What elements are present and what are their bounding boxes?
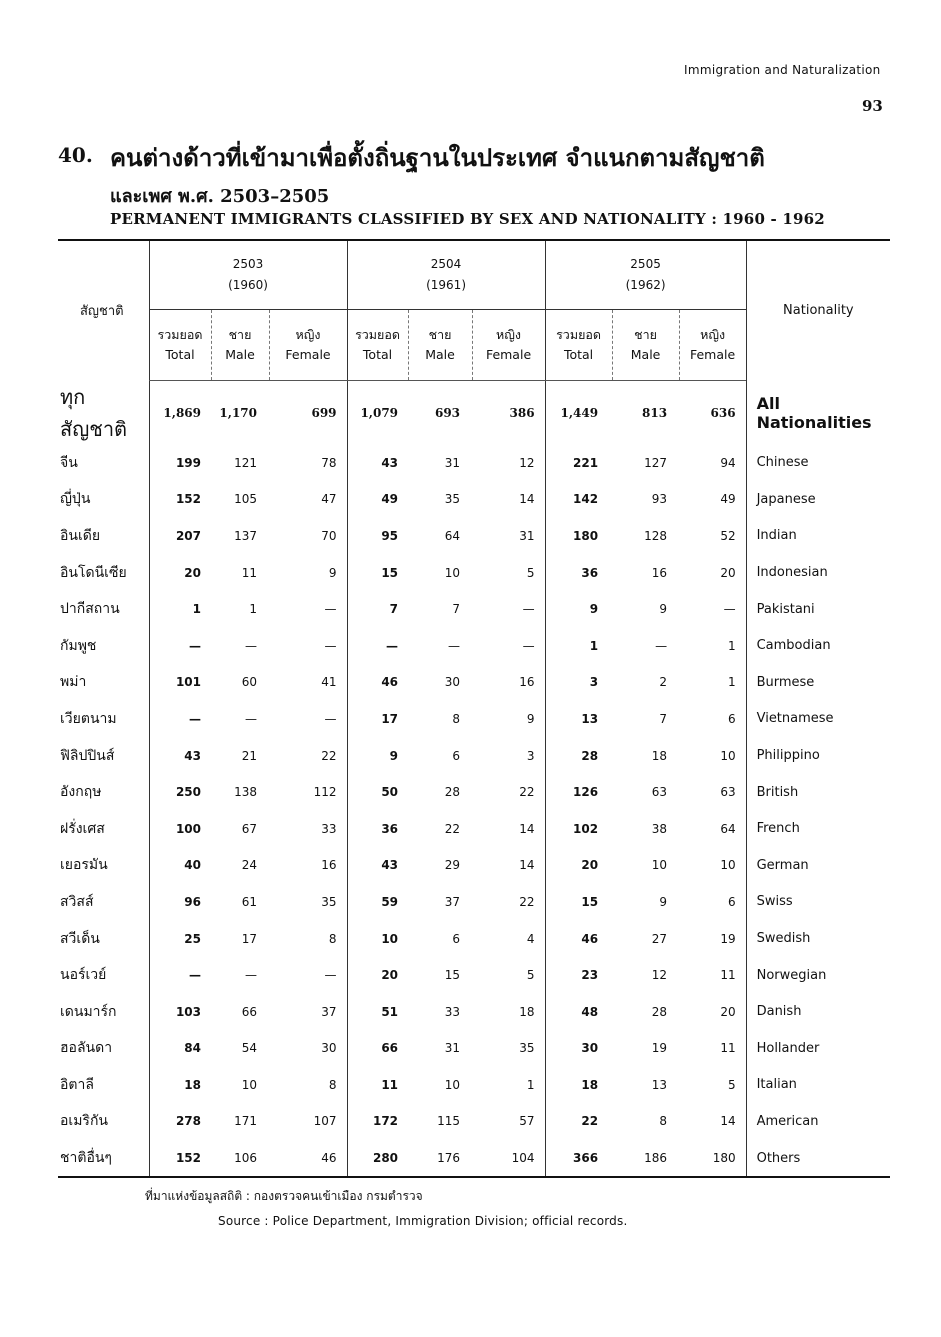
cell-male-2505: 18 [651, 748, 668, 763]
cell-female-2505: 11 [720, 968, 736, 983]
nationality-english: French [746, 810, 890, 847]
source-english: Source : Police Department, Immigration Division; official records. [218, 1214, 628, 1228]
cell-female-2505: 11 [720, 1041, 736, 1056]
header-male-en: Male [425, 347, 455, 362]
cell-total-2505: 30 [545, 1030, 612, 1067]
cell-female-2504: 104 [472, 1140, 545, 1178]
cell-total-2505: 102 [545, 810, 612, 847]
nationality-thai: กัมพูช [60, 637, 97, 654]
cell-total-2504: 280 [347, 1140, 408, 1178]
cell-total-2505: 9 [545, 591, 612, 628]
cell-female-2503: 22 [321, 748, 337, 763]
cell-total-2505: 180 [545, 518, 612, 555]
nationality-thai: สวิสส์ [60, 893, 94, 910]
header-total-th: รวมยอด [556, 327, 602, 342]
cell-total-2503: 43 [149, 737, 211, 774]
nationality-english: Vietnamese [746, 701, 890, 738]
cell-male-2503: 105 [234, 492, 257, 507]
cell-female-2503: — [324, 602, 337, 617]
header-female-th: หญิง [496, 327, 522, 342]
cell-female-2505: 636 [710, 405, 736, 420]
cell-total-2505: 366 [545, 1140, 612, 1178]
title-english: PERMANENT IMMIGRANTS CLASSIFIED BY SEX AND NATIONALITY : 1960 - 1962 [110, 210, 825, 228]
cell-total-2503: 152 [149, 1140, 211, 1178]
cell-total-2504: 10 [347, 920, 408, 957]
cell-total-2503: 96 [149, 884, 211, 921]
cell-total-2503: 20 [149, 554, 211, 591]
cell-female-2504: 22 [519, 785, 535, 800]
cell-female-2504: 31 [519, 528, 535, 543]
year-be: 2505 [630, 257, 661, 271]
cell-female-2504: 5 [526, 968, 535, 983]
cell-total-2504: 20 [347, 957, 408, 994]
cell-male-2504: 115 [437, 1114, 461, 1129]
cell-male-2503: 66 [241, 1004, 257, 1019]
cell-female-2504: 386 [509, 405, 535, 420]
cell-female-2503: 30 [321, 1041, 337, 1056]
nationality-thai: อังกฤษ [60, 784, 102, 801]
header-male-en: Male [630, 347, 661, 362]
cell-male-2504: 8 [452, 711, 461, 726]
cell-total-2503: 199 [149, 445, 211, 482]
nationality-english: Swiss [746, 884, 890, 921]
cell-male-2505: 7 [659, 711, 668, 726]
cell-male-2503: 67 [241, 821, 257, 836]
table-row [58, 920, 890, 957]
cell-female-2505: 52 [720, 528, 736, 543]
cell-male-2504: 6 [452, 931, 461, 946]
header-female-th: หญิง [295, 327, 321, 342]
nationality-english: Chinese [746, 445, 890, 482]
header-total-2504 [347, 310, 408, 381]
header-total-en: Total [563, 347, 594, 362]
cell-total-2503: 103 [149, 993, 211, 1030]
cell-female-2504: 14 [519, 821, 535, 836]
cell-total-2503: 152 [149, 481, 211, 518]
nationality-english: Italian [746, 1067, 890, 1104]
year-ce: (1961) [426, 278, 466, 292]
header-male-2503 [211, 310, 269, 381]
cell-male-2503: 17 [241, 931, 257, 946]
nationality-thai: เยอรมัน [60, 857, 108, 874]
cell-male-2505: 12 [651, 968, 668, 983]
cell-total-2503: 100 [149, 810, 211, 847]
cell-male-2503: — [245, 711, 257, 726]
table-row [58, 1030, 890, 1067]
cell-female-2503: 78 [321, 455, 337, 470]
cell-total-2504: 43 [347, 847, 408, 884]
cell-female-2503: 107 [313, 1114, 337, 1129]
cell-male-2504: 37 [444, 894, 461, 909]
header-female-2503 [269, 310, 347, 381]
header-year-1962 [545, 240, 746, 310]
header-female-en: Female [285, 347, 331, 362]
cell-male-2504: 64 [444, 528, 461, 543]
cell-total-2503: 25 [149, 920, 211, 957]
year-be: 2504 [430, 257, 462, 271]
cell-male-2504: 693 [434, 405, 461, 420]
nationality-thai: ฝรั่งเศส [60, 820, 105, 837]
cell-total-2505: 18 [545, 1067, 612, 1104]
cell-total-2505: 28 [545, 737, 612, 774]
title-thai-line1: คนต่างด้าวที่เข้ามาเพื่อตั้งถิ่นฐานในประเทศ จำแนกตามสัญชาติ [110, 143, 765, 172]
cell-female-2504: 9 [526, 711, 535, 726]
nationality-thai: ชาติอื่นๆ [58, 1140, 149, 1178]
cell-male-2503: 10 [241, 1077, 257, 1092]
header-nationality-th: สัญชาติ [58, 240, 149, 381]
cell-total-2505: 221 [545, 445, 612, 482]
nationality-english: Philippino [746, 737, 890, 774]
cell-male-2503: 171 [234, 1114, 257, 1129]
nationality-thai: จีน [60, 454, 78, 471]
cell-total-2504: 43 [347, 445, 408, 482]
header-female-en: Female [485, 347, 532, 362]
nationality-thai: เดนมาร์ก [60, 1003, 117, 1020]
header-male-th: ชาย [228, 327, 252, 342]
cell-female-2504: — [522, 602, 535, 617]
header-total-en: Total [362, 347, 393, 362]
header-year-1960 [149, 240, 347, 310]
nationality-english: Cambodian [746, 627, 890, 664]
cell-total-2505: 1 [545, 627, 612, 664]
header-year-1961 [347, 240, 545, 310]
cell-male-2505: 9 [659, 602, 668, 617]
table-row [58, 810, 890, 847]
cell-male-2503: 21 [241, 748, 257, 763]
cell-total-2503: 18 [149, 1067, 211, 1104]
nationality-thai: อิตาลี [60, 1076, 94, 1093]
cell-total-2503: 1,869 [149, 381, 211, 445]
nationality-english: British [746, 774, 890, 811]
cell-male-2505: 128 [644, 528, 668, 543]
cell-total-2505: 1,449 [545, 381, 612, 445]
table-row [58, 1103, 890, 1140]
header-male-th: ชาย [634, 327, 657, 342]
nationality-english: American [746, 1103, 890, 1140]
header-male-2504 [408, 310, 472, 381]
nationality-thai: อินโดนีเซีย [60, 564, 127, 581]
cell-male-2504: 35 [444, 492, 461, 507]
cell-total-2503: 278 [149, 1103, 211, 1140]
title-thai-line2: และเพศ พ.ศ. 2503–2505 [110, 186, 330, 207]
table-row [58, 993, 890, 1030]
table-row [58, 1140, 890, 1178]
table-row [58, 1067, 890, 1104]
table-row [58, 774, 890, 811]
cell-male-2505: 10 [651, 858, 668, 873]
cell-female-2505: 19 [720, 931, 736, 946]
nationality-thai: อินเดีย [60, 527, 101, 544]
nationality-thai: ญี่ปุ่น [60, 491, 91, 508]
nationality-thai: อเมริกัน [60, 1113, 108, 1130]
nationality-thai: ปากีสถาน [60, 601, 120, 618]
cell-male-2504: 7 [452, 602, 461, 617]
source-thai: ที่มาแห่งข้อมูลสถิติ : กองตรวจคนเข้าเมือง กรมตำรวจ [145, 1189, 423, 1203]
cell-total-2504: 9 [347, 737, 408, 774]
cell-male-2505: 27 [651, 931, 668, 946]
year-ce: (1960) [228, 278, 268, 292]
nationality-english: Others [746, 1140, 890, 1178]
cell-total-2505: 22 [545, 1103, 612, 1140]
table-row [58, 627, 890, 664]
nationality-english: Hollander [746, 1030, 890, 1067]
cell-female-2503: 16 [321, 858, 337, 873]
table-row [58, 554, 890, 591]
cell-female-2503: 8 [328, 1077, 337, 1092]
nationality-english: German [746, 847, 890, 884]
cell-male-2505: 13 [651, 1077, 668, 1092]
cell-male-2504: 22 [444, 821, 461, 836]
nationality-english: Indonesian [746, 554, 890, 591]
cell-male-2503: 121 [234, 455, 257, 470]
cell-female-2505: 1 [727, 675, 736, 690]
header-total-2503 [149, 310, 211, 381]
cell-male-2503: 138 [234, 785, 257, 800]
nationality-thai: เวียตนาม [60, 710, 117, 727]
cell-male-2505: 28 [651, 1004, 668, 1019]
cell-male-2504: 6 [452, 748, 461, 763]
cell-male-2504: 10 [444, 565, 461, 580]
cell-female-2503: 35 [321, 894, 337, 909]
cell-total-2505: 15 [545, 884, 612, 921]
cell-male-2504: 33 [444, 1004, 461, 1019]
cell-total-2503: 84 [149, 1030, 211, 1067]
nationality-english: Burmese [746, 664, 890, 701]
cell-female-2503: 47 [321, 492, 337, 507]
immigrants-table [58, 239, 890, 1178]
header-total-th: รวมยอด [355, 327, 400, 342]
table-row [58, 664, 890, 701]
cell-female-2503: 9 [328, 565, 337, 580]
cell-male-2503: 24 [241, 858, 257, 873]
cell-male-2505: 38 [651, 821, 668, 836]
nationality-english: All Nationalities [746, 381, 890, 445]
nationality-english: Pakistani [746, 591, 890, 628]
cell-total-2504: 50 [347, 774, 408, 811]
table-row [58, 381, 890, 445]
cell-female-2504: 16 [519, 675, 535, 690]
table-row [58, 701, 890, 738]
header-female-th: หญิง [700, 327, 726, 342]
nationality-thai: ฟิลิปปินส์ [60, 747, 115, 764]
nationality-thai: ฮอลันดา [60, 1040, 113, 1057]
cell-female-2505: 49 [720, 492, 736, 507]
cell-female-2503: 37 [321, 1004, 337, 1019]
cell-male-2503: 61 [241, 894, 257, 909]
cell-male-2505: 19 [651, 1041, 668, 1056]
cell-male-2503: — [245, 968, 257, 983]
cell-total-2505: 20 [545, 847, 612, 884]
cell-female-2505: 6 [727, 894, 736, 909]
cell-female-2504: 14 [519, 492, 535, 507]
cell-total-2505: 13 [545, 701, 612, 738]
cell-total-2504: 11 [347, 1067, 408, 1104]
nationality-english: Danish [746, 993, 890, 1030]
cell-total-2504: 95 [347, 518, 408, 555]
cell-male-2503: 137 [234, 528, 257, 543]
cell-female-2503: 46 [269, 1140, 347, 1178]
header-female-2504 [472, 310, 545, 381]
cell-male-2503: 1,170 [219, 405, 257, 420]
cell-male-2503: — [245, 638, 257, 653]
header-male-en: Male [225, 347, 255, 362]
header-female-en: Female [689, 347, 736, 362]
header-total-2505 [545, 310, 612, 381]
cell-total-2505: 48 [545, 993, 612, 1030]
cell-female-2505: 1 [727, 638, 736, 653]
cell-female-2503: 112 [313, 785, 337, 800]
nationality-thai: พม่า [60, 674, 87, 691]
nationality-thai: สวีเด็น [60, 930, 100, 947]
year-ce: (1962) [625, 278, 666, 292]
table-row [58, 591, 890, 628]
cell-total-2505: 126 [545, 774, 612, 811]
table-number: 40. [58, 143, 93, 167]
cell-female-2505: 63 [720, 785, 736, 800]
header-male-th: ชาย [428, 327, 452, 342]
cell-male-2505: 2 [659, 675, 668, 690]
year-be: 2503 [232, 257, 264, 271]
table-row [58, 737, 890, 774]
cell-female-2505: 5 [727, 1077, 736, 1092]
cell-total-2505: 23 [545, 957, 612, 994]
cell-male-2505: 8 [659, 1114, 668, 1129]
cell-female-2505: 64 [720, 821, 736, 836]
cell-female-2504: — [522, 638, 535, 653]
cell-male-2504: 28 [444, 785, 461, 800]
cell-total-2504: 59 [347, 884, 408, 921]
cell-male-2505: 127 [644, 455, 668, 470]
cell-total-2504: 46 [347, 664, 408, 701]
cell-male-2504: 176 [408, 1140, 472, 1178]
cell-male-2504: 31 [444, 1041, 461, 1056]
cell-total-2503: 207 [149, 518, 211, 555]
cell-male-2505: 63 [651, 785, 668, 800]
cell-male-2503: 11 [241, 565, 257, 580]
cell-female-2504: 12 [519, 455, 535, 470]
cell-total-2504: 66 [347, 1030, 408, 1067]
cell-total-2503: 250 [149, 774, 211, 811]
cell-total-2504: 49 [347, 481, 408, 518]
cell-male-2503: 106 [211, 1140, 269, 1178]
cell-female-2505: 6 [727, 711, 736, 726]
table-row [58, 957, 890, 994]
cell-female-2504: 57 [519, 1114, 535, 1129]
cell-male-2503: 60 [241, 675, 257, 690]
header-total-en: Total [165, 347, 195, 362]
cell-total-2504: 1,079 [347, 381, 408, 445]
cell-female-2505: 20 [720, 1004, 736, 1019]
cell-total-2505: 142 [545, 481, 612, 518]
cell-total-2504: 17 [347, 701, 408, 738]
cell-male-2505: 93 [651, 492, 668, 507]
cell-male-2505: 16 [651, 565, 668, 580]
cell-female-2503: 699 [311, 405, 337, 420]
running-head: Immigration and Naturalization [684, 63, 881, 77]
nationality-thai: ทุกสัญชาติ [60, 384, 128, 441]
cell-female-2503: — [324, 968, 337, 983]
cell-female-2505: 20 [720, 565, 736, 580]
cell-female-2503: 70 [321, 528, 337, 543]
cell-female-2504: 3 [526, 748, 535, 763]
cell-female-2505: 10 [720, 858, 736, 873]
cell-female-2503: 41 [321, 675, 337, 690]
cell-total-2503: — [149, 701, 211, 738]
cell-male-2504: 30 [444, 675, 461, 690]
cell-total-2503: 40 [149, 847, 211, 884]
cell-male-2504: 31 [444, 455, 461, 470]
cell-female-2504: 35 [519, 1041, 535, 1056]
cell-male-2504: 15 [444, 968, 461, 983]
header-total-th: รวมยอด [157, 327, 203, 342]
header-male-2505 [612, 310, 679, 381]
cell-male-2504: 29 [444, 858, 461, 873]
cell-total-2503: — [149, 957, 211, 994]
nationality-english: Indian [746, 518, 890, 555]
cell-total-2505: 3 [545, 664, 612, 701]
cell-female-2505: — [723, 602, 736, 617]
nationality-english: Norwegian [746, 957, 890, 994]
cell-female-2504: 5 [526, 565, 535, 580]
table-row [58, 847, 890, 884]
cell-male-2505: — [655, 638, 668, 653]
cell-total-2503: — [149, 627, 211, 664]
cell-male-2505: 813 [642, 405, 668, 420]
cell-female-2505: 10 [720, 748, 736, 763]
table-row [58, 884, 890, 921]
cell-male-2505: 186 [612, 1140, 679, 1178]
cell-female-2503: — [324, 711, 337, 726]
header-nationality-en: Nationality [746, 240, 890, 381]
cell-total-2504: 15 [347, 554, 408, 591]
cell-female-2504: 1 [526, 1077, 535, 1092]
cell-total-2504: 7 [347, 591, 408, 628]
cell-male-2504: 10 [444, 1077, 461, 1092]
cell-male-2504: — [448, 638, 461, 653]
page-number: 93 [862, 97, 883, 115]
cell-male-2503: 54 [241, 1041, 257, 1056]
table-row [58, 518, 890, 555]
nationality-english: Japanese [746, 481, 890, 518]
cell-male-2503: 1 [249, 602, 257, 617]
cell-female-2505: 14 [720, 1114, 736, 1129]
cell-total-2504: — [347, 627, 408, 664]
cell-female-2504: 14 [519, 858, 535, 873]
cell-female-2504: 4 [526, 931, 535, 946]
nationality-english: Swedish [746, 920, 890, 957]
cell-total-2505: 46 [545, 920, 612, 957]
cell-female-2504: 18 [519, 1004, 535, 1019]
cell-female-2504: 22 [519, 894, 535, 909]
cell-female-2503: — [324, 638, 337, 653]
cell-male-2505: 9 [659, 894, 668, 909]
cell-total-2503: 101 [149, 664, 211, 701]
cell-female-2505: 180 [679, 1140, 746, 1178]
cell-total-2504: 51 [347, 993, 408, 1030]
cell-total-2504: 172 [347, 1103, 408, 1140]
nationality-thai: นอร์เวย์ [60, 967, 107, 984]
header-female-2505 [679, 310, 746, 381]
cell-total-2505: 36 [545, 554, 612, 591]
table-row [58, 481, 890, 518]
cell-female-2503: 33 [321, 821, 337, 836]
cell-female-2503: 8 [328, 931, 337, 946]
table-row [58, 445, 890, 482]
cell-total-2504: 36 [347, 810, 408, 847]
cell-female-2505: 94 [720, 455, 736, 470]
cell-total-2503: 1 [149, 591, 211, 628]
